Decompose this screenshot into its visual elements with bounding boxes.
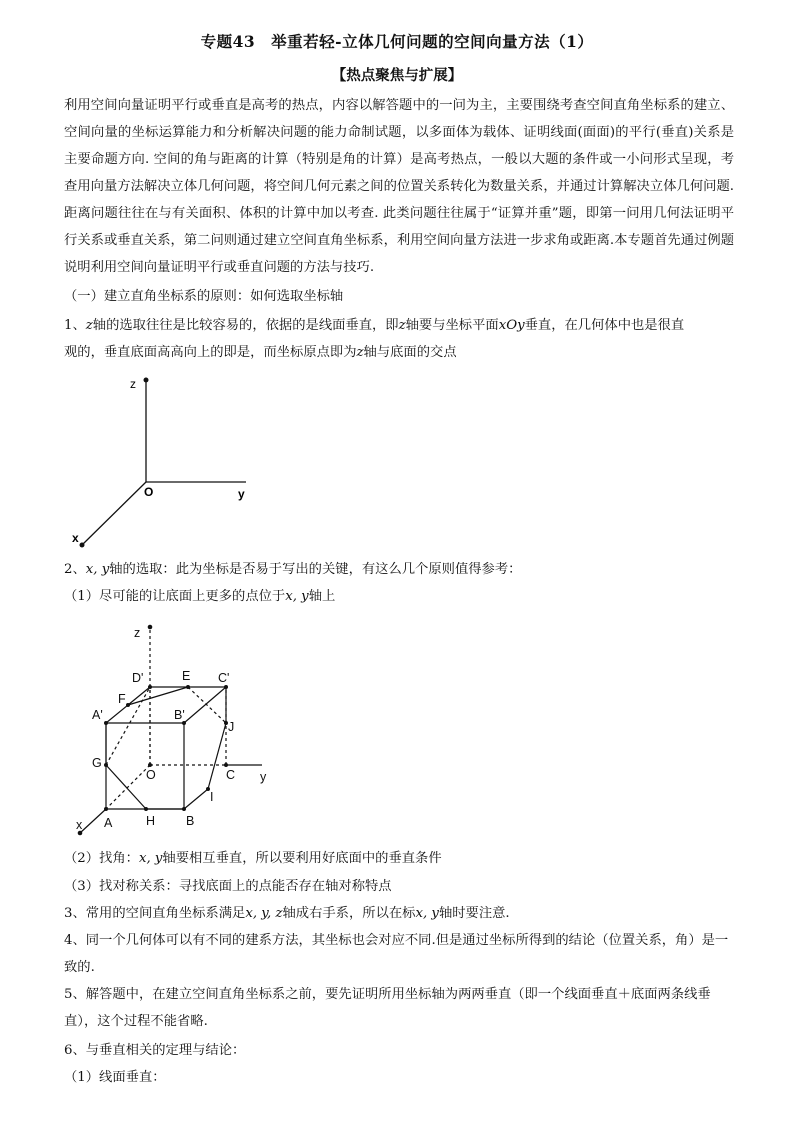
origin-label: O [144, 485, 154, 499]
label-b: B [186, 814, 195, 828]
label-f: F [118, 692, 126, 706]
section-g-h [106, 765, 146, 809]
item-1-line-1: 1、z轴的选取往往是比较容易的，依据的是线面垂直，即z轴要与坐标平面xOy垂直，在几何体中也是很直 [64, 318, 685, 333]
section-f-e [128, 687, 188, 705]
x-axis [82, 482, 146, 545]
label-a1: A' [92, 708, 103, 722]
section-heading-1: （一）建立直角坐标系的原则：如何选取坐标轴 [64, 289, 344, 304]
label-j: J [228, 720, 235, 734]
label-c1: C' [218, 671, 230, 685]
y-label: y [238, 487, 245, 501]
item-2-1-line: （1）尽可能的让底面上更多的点位于x, y轴上 [64, 589, 336, 604]
x-axis-arrow [80, 543, 85, 548]
label-d1: D' [132, 671, 144, 685]
label-o: O [146, 768, 156, 782]
label-h: H [146, 814, 156, 828]
item-6-1-line: （1）线面垂直： [64, 1070, 166, 1085]
item-3-line: 3、常用的空间直角坐标系满足x, y, z轴成右手系，所以在标x, y轴时要注意. [64, 906, 510, 921]
axes-figure [60, 370, 280, 555]
label-y: y [260, 770, 267, 784]
z-axis-arrow [144, 378, 149, 383]
label-a: A [104, 816, 113, 830]
label-c: C [226, 768, 236, 782]
cube-figure [70, 615, 290, 840]
label-b1: B' [174, 708, 185, 722]
z-label: z [130, 377, 136, 391]
item-6-line: 6、与垂直相关的定理与结论： [64, 1043, 246, 1058]
label-g: G [92, 756, 102, 770]
section-heading: 【热点聚焦与扩展】 [331, 67, 463, 84]
x-label: x [72, 531, 79, 545]
item-5-paragraph: 5、解答题中，在建立空间直角坐标系之前，要先证明所用坐标轴为两两垂直（即一个线面垂直＋底面两条线垂直），这个过程不能省略. [64, 987, 711, 1029]
item-2-line: 2、x, y轴的选取：此为坐标是否易于写出的关键，有这么几个原则值得参考： [64, 562, 522, 577]
hidden-edge-gd [106, 687, 150, 765]
page-title: 专题43 举重若轻-立体几何问题的空间向量方法（1） [200, 32, 594, 51]
item-2-3-line: （3）找对称关系：寻找底面上的点能否存在轴对称特点 [64, 879, 392, 894]
label-i: I [210, 790, 214, 804]
x-axis [80, 809, 106, 833]
label-x: x [76, 818, 83, 832]
item-2-2-line: （2）找角：x, y轴要相互垂直，所以要利用好底面中的垂直条件 [64, 851, 442, 866]
item-1-line-2: 观的，垂直底面高高向上的即是，而坐标原点即为z轴与底面的交点 [64, 345, 457, 360]
intro-paragraph: 利用空间向量证明平行或垂直是高考的热点，内容以解答题中的一问为主，主要围绕考查空间直角坐标系的建立、空间向量的坐标运算能力和分析解决问题的能力命制试题，以多面体为载体、证明线面(面面)的平行(垂直)关系是主要命题方向. 空间的角与距离的计算（特别是角的计算）是高考热点，一般以大题的条件或一小问形式呈现，考查用向量方法解决立体几何问题，将空间几何元素之间的位置关系转化为数量关系，并通过计算解决立体几何问题. 距离问题往往在与有关面积、体积的计算中加以考查. 此类问题往往属于“证算并重”题，即第一问用几何法证明平行关系或垂直关系，第二问则通过建立空间直角坐标系，利用空间向量方法进一步求角或距离.本专题首先通过例题说明利用空间向量证明平行或垂直问题的方法与技巧. [64, 98, 734, 275]
section-j-i [208, 723, 226, 789]
label-z: z [134, 626, 141, 640]
item-4-paragraph: 4、同一个几何体可以有不同的建系方法，其坐标也会对应不同.但是通过坐标所得到的结论（位置关系，角）是一致的. [64, 933, 729, 975]
label-e: E [182, 669, 191, 683]
